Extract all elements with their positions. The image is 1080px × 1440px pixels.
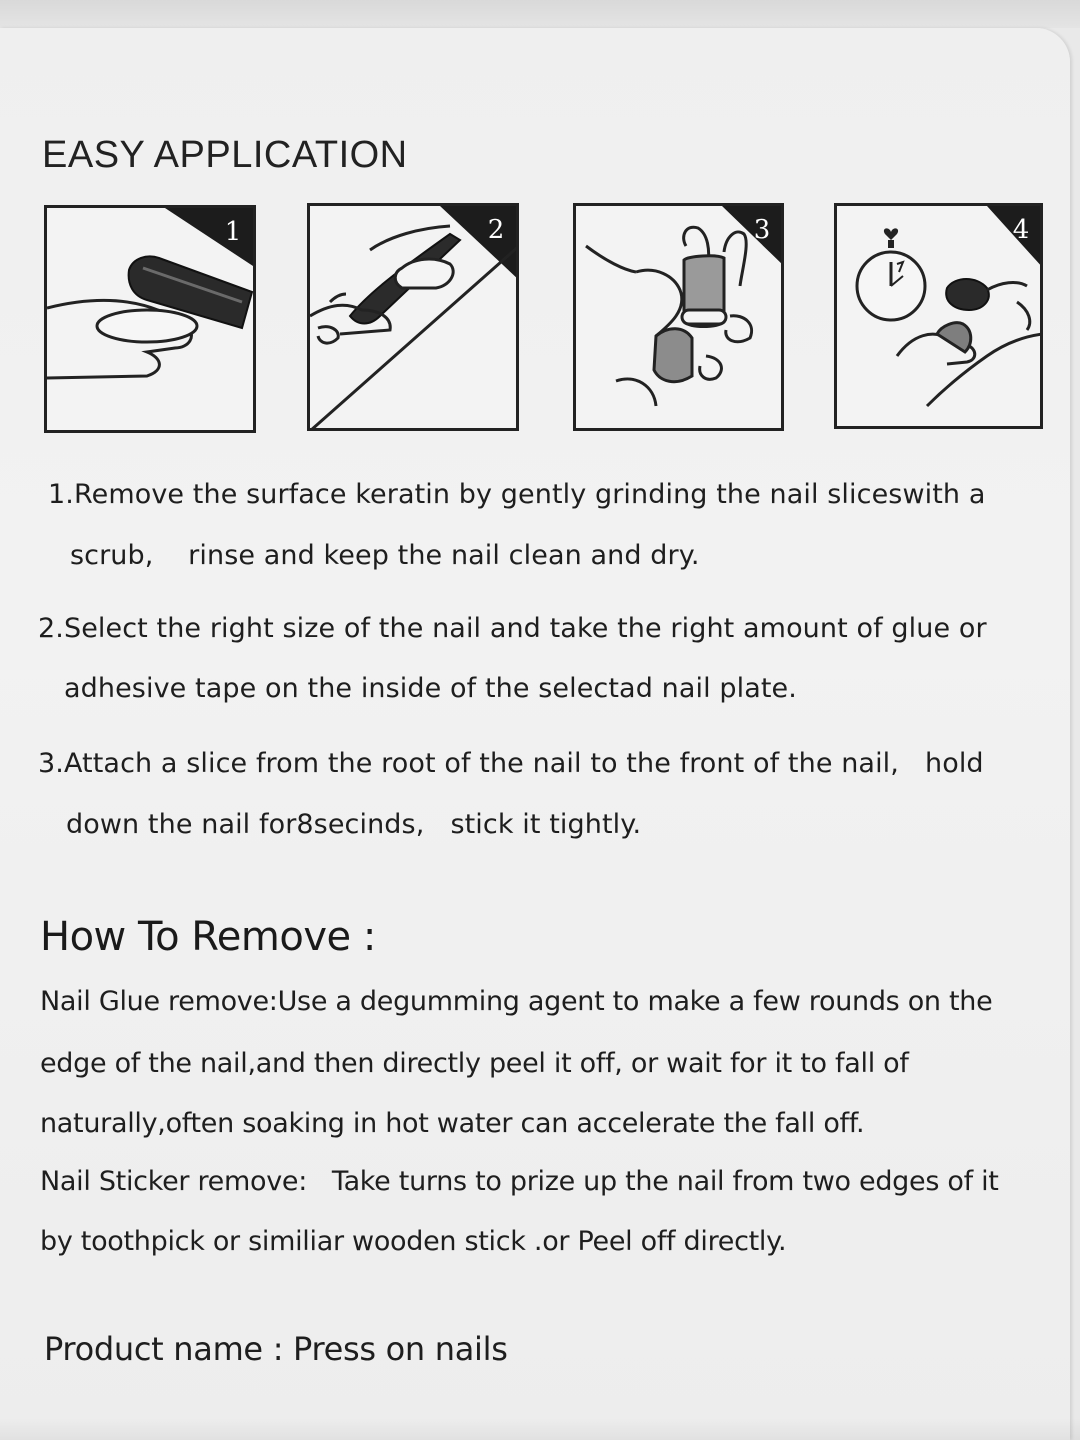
- how-to-remove-title: How To Remove :: [40, 914, 376, 960]
- instruction-2-line-1: 2.Select the right size of the nail and take the right amount of glue or: [38, 613, 987, 644]
- instruction-1-line-1: 1.Remove the surface keratin by gently grinding the nail sliceswith a: [48, 479, 986, 510]
- instruction-2-line-2: adhesive tape on the inside of the selectad nail plate.: [64, 673, 797, 704]
- nail-file-icon: [47, 208, 256, 433]
- bottom-shadow: [0, 1418, 1080, 1440]
- step-number: 2: [487, 215, 505, 245]
- removal-line-5: by toothpick or similiar wooden stick .or Peel off directly.: [40, 1226, 787, 1257]
- instruction-3-line-1: 3.Attach a slice from the root of the nail to the front of the nail, hold: [38, 748, 984, 779]
- instruction-1-line-2: scrub, rinse and keep the nail clean and dry.: [70, 540, 700, 571]
- glue-brush-icon: [310, 206, 519, 431]
- step-4-panel: [834, 203, 1043, 429]
- step-number: 3: [753, 215, 771, 245]
- easy-application-title: EASY APPLICATION: [42, 134, 408, 176]
- removal-line-1: Nail Glue remove:Use a degumming agent to make a few rounds on the: [40, 986, 993, 1017]
- step-2-panel: [307, 203, 519, 431]
- product-name: Product name : Press on nails: [44, 1330, 508, 1368]
- removal-line-3: naturally,often soaking in hot water can accelerate the fall off.: [40, 1108, 865, 1139]
- step-3-panel: [573, 203, 784, 431]
- step-number: 1: [224, 217, 242, 247]
- removal-line-2: edge of the nail,and then directly peel it off, or wait for it to fall of: [40, 1048, 909, 1079]
- attach-nail-icon: [576, 206, 784, 431]
- step-number: 4: [1012, 215, 1030, 245]
- removal-line-4: Nail Sticker remove: Take turns to prize up the nail from two edges of it: [40, 1166, 999, 1197]
- stopwatch-press-icon: [837, 206, 1043, 429]
- step-1-panel: [44, 205, 256, 433]
- steps-row: [0, 0, 1080, 460]
- instruction-3-line-2: down the nail for8secinds, stick it tightly.: [66, 809, 642, 840]
